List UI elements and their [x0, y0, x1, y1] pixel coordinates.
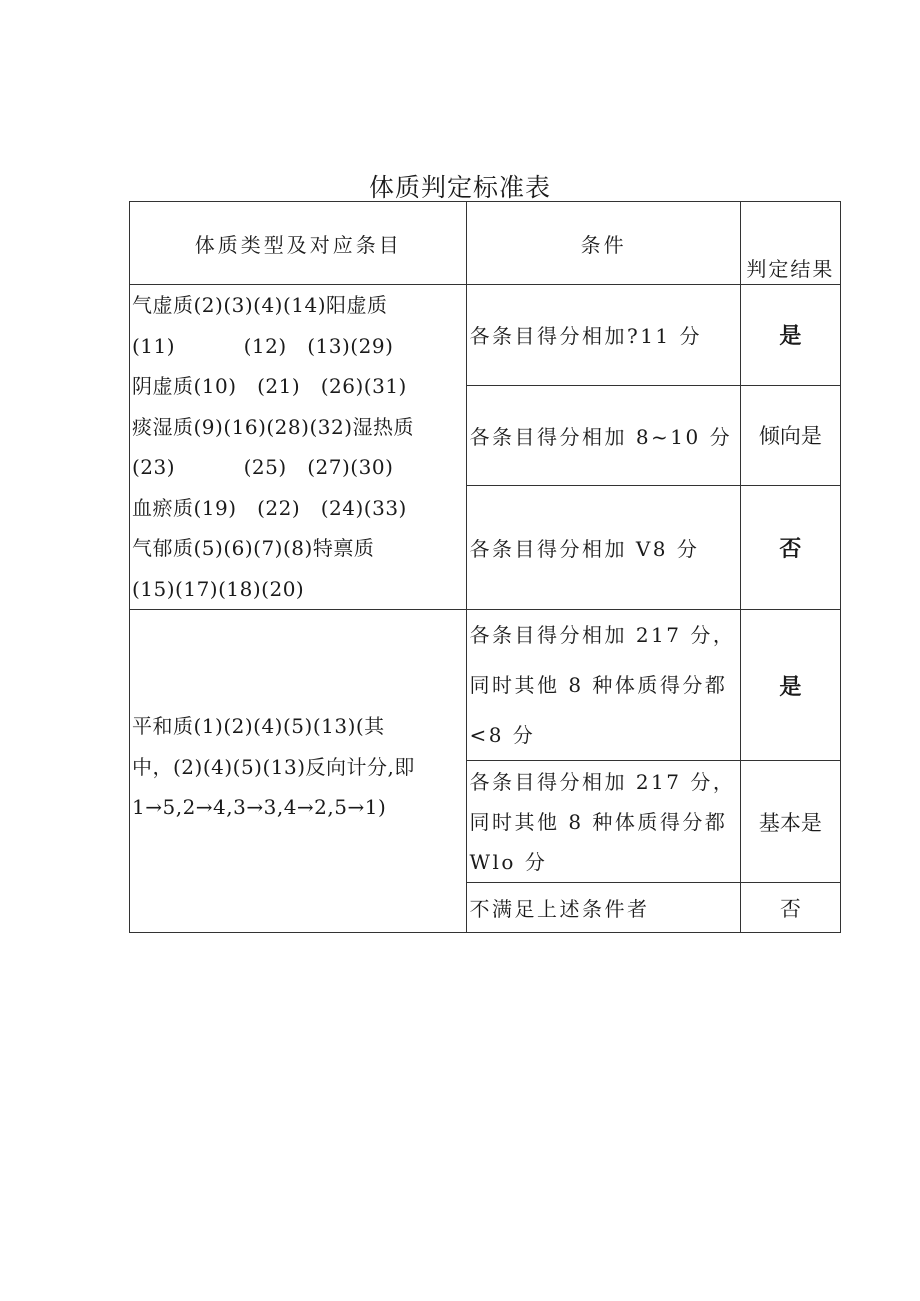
- condition-cell: 各条目得分相加?11 分: [467, 285, 740, 386]
- condition-line: Wlo 分: [469, 849, 548, 874]
- condition-cell: [467, 761, 740, 883]
- type-line: (15)(17)(18)(20): [132, 576, 305, 601]
- condition-line: 同时其他 8 种体质得分都: [469, 673, 728, 697]
- type-line: 1→5,2→4,3→3,4→2,5→1): [132, 795, 387, 819]
- result-cell: 否: [740, 883, 840, 933]
- balanced-type-cell: [130, 610, 467, 933]
- result-cell: 是: [740, 285, 840, 386]
- type-line: (11) (12) (13)(29): [132, 333, 394, 358]
- condition-cell: 不满足上述条件者: [467, 883, 740, 933]
- result-cell: 基本是: [740, 761, 840, 883]
- header-type-items: 体质类型及对应条目: [130, 202, 467, 285]
- condition-cell: [467, 610, 740, 761]
- result-cell: 否: [740, 485, 840, 609]
- table-row: [130, 610, 841, 761]
- biased-types-cell: [130, 285, 467, 610]
- table-row: [130, 285, 841, 386]
- condition-line: 各条目得分相加 217 分，: [469, 769, 736, 794]
- header-result: [740, 202, 840, 285]
- condition-line: 同时其他 8 种体质得分都: [469, 809, 728, 834]
- result-cell: 是: [740, 610, 840, 761]
- type-line: 平和质(1)(2)(4)(5)(13)(其: [132, 714, 385, 738]
- type-line: (23) (25) (27)(30): [132, 455, 394, 479]
- type-line: 气郁质(5)(6)(7)(8)特禀质: [132, 536, 375, 560]
- condition-cell: 各条目得分相加 8~10 分: [467, 385, 740, 485]
- type-line: 气虚质(2)(3)(4)(14)阳虚质: [132, 293, 388, 317]
- condition-line: 各条目得分相加 217 分，: [469, 623, 736, 647]
- constitution-table: [129, 201, 841, 933]
- type-line: 阴虚质(10) (21) (26)(31): [132, 374, 407, 398]
- header-result-label: 判定结果: [746, 257, 835, 281]
- type-line: 中，(2)(4)(5)(13)反向计分,即: [132, 754, 415, 779]
- condition-cell: 各条目得分相加 V8 分: [467, 485, 740, 609]
- header-condition: 条件: [467, 202, 740, 285]
- table-header-row: [130, 202, 841, 285]
- type-line: 痰湿质(9)(16)(28)(32)湿热质: [132, 414, 414, 439]
- condition-line: <8 分: [469, 723, 536, 747]
- page-title: 体质判定标准表: [368, 173, 551, 202]
- type-line: 血瘀质(19) (22) (24)(33): [132, 495, 407, 520]
- result-cell: 倾向是: [740, 385, 840, 485]
